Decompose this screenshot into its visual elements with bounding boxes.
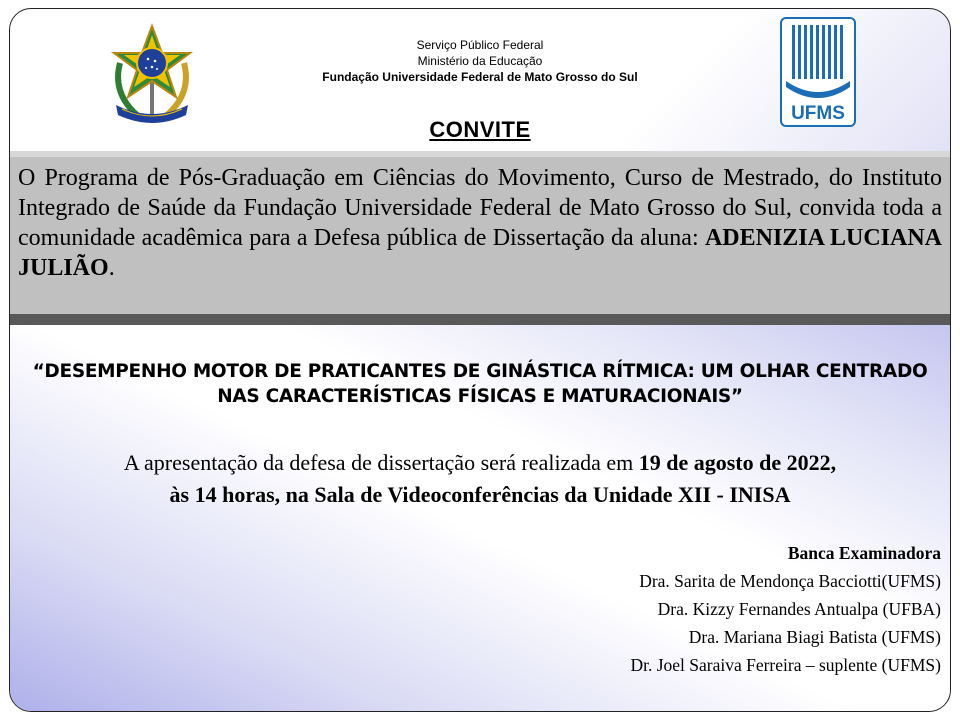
student-name: ADENIZIA LUCIANA JULIÃO <box>18 225 942 281</box>
board-member: Dra. Sarita de Mendonça Bacciotti(UFMS) <box>639 571 941 591</box>
presentation-date: 19 de agosto de 2022, <box>638 450 837 475</box>
board-member: Dra. Mariana Biagi Batista (UFMS) <box>688 627 941 647</box>
header-line-ministry: Ministério da Educação <box>417 54 543 68</box>
presentation-place: às 14 horas, na Sala de Videoconferências da Unidade XII - INISA <box>169 482 791 507</box>
invite-paragraph <box>18 163 942 283</box>
presentation-prefix: A apresentação da defesa de dissertação será realizada em <box>123 450 639 475</box>
examining-board <box>630 539 941 679</box>
invite-text: O Programa de Pós-Graduação em Ciências do Movimento, Curso de Mestrado, do Instituto Integrado de Saúde da Fundação Universidade Federal de Mato Grosso do Sul, convida toda a comunidade acadêmica para a Defesa pública de Dissertação da aluna: <box>18 165 942 251</box>
divider-band <box>10 314 950 325</box>
invite-end: . <box>108 255 115 281</box>
invitation-card <box>9 8 951 712</box>
page-title: CONVITE <box>429 117 531 142</box>
presentation-info <box>10 447 950 511</box>
board-heading: Banca Examinadora <box>787 543 941 563</box>
ufms-logo-icon <box>780 17 856 127</box>
ufms-logo-text: UFMS <box>791 103 845 124</box>
board-member: Dr. Joel Saraiva Ferreira – suplente (UFMS) <box>630 655 941 675</box>
invite-band <box>10 151 950 314</box>
dissertation-title: “DESEMPENHO MOTOR DE PRATICANTES DE GINÁSTICA RÍTMICA: UM OLHAR CENTRADO NAS CARACTERÍSTICAS FÍSICAS E MATURACIONAIS” <box>32 361 928 407</box>
header-line-foundation: Fundação Universidade Federal de Mato Grosso do Sul <box>322 70 638 84</box>
board-member: Dra. Kizzy Fernandes Antualpa (UFBA) <box>657 599 941 619</box>
header-line-service: Serviço Público Federal <box>416 38 544 52</box>
